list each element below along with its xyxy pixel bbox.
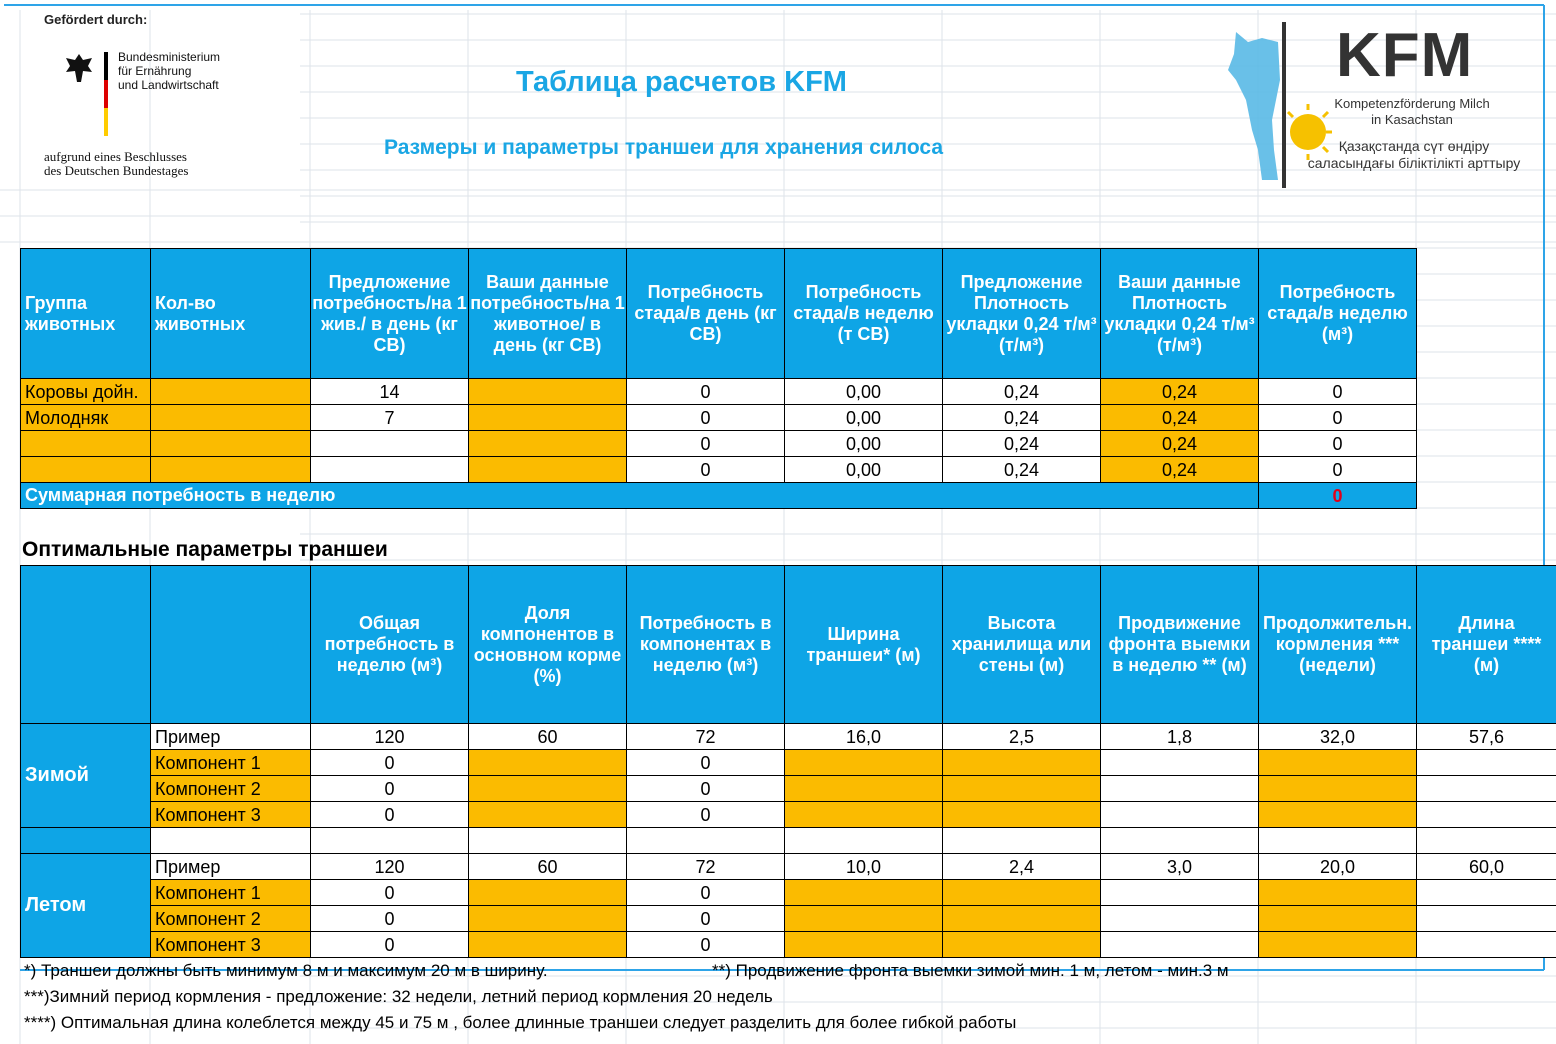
value-cell (1100, 905, 1259, 932)
input-cell[interactable]: 0,24 (1100, 378, 1259, 405)
value-cell: 60 (468, 723, 627, 750)
input-cell[interactable] (468, 430, 627, 457)
value-cell: 120 (310, 853, 469, 880)
table2-header: Общая потребность в неделю (м³) (310, 565, 469, 724)
value-cell: 0 (626, 404, 785, 431)
input-cell[interactable] (468, 775, 627, 802)
value-cell (1416, 749, 1556, 776)
input-cell[interactable] (784, 931, 943, 958)
input-cell[interactable]: 0,24 (1100, 430, 1259, 457)
weekly-total-value: 0 (1258, 482, 1417, 509)
input-cell[interactable] (468, 378, 627, 405)
animal-group-cell[interactable] (20, 430, 151, 457)
value-cell: 10,0 (784, 853, 943, 880)
empty-cell (150, 827, 311, 854)
value-cell (1416, 775, 1556, 802)
empty-cell (1258, 827, 1417, 854)
empty-cell (784, 827, 943, 854)
value-cell: 72 (626, 853, 785, 880)
season-separator (20, 827, 151, 854)
input-cell[interactable] (468, 879, 627, 906)
flag-bar (104, 52, 108, 136)
component-label: Пример (150, 723, 311, 750)
input-cell[interactable] (942, 775, 1101, 802)
page-title: Таблица расчетов KFM (516, 66, 847, 98)
animal-group-cell[interactable] (20, 456, 151, 483)
value-cell: 0,00 (784, 378, 943, 405)
value-cell: 0 (626, 905, 785, 932)
kfm-sub-de: Kompetenzförderung Milch in Kasachstan (1334, 96, 1490, 127)
value-cell: 0 (1258, 378, 1417, 405)
ministry-name: Bundesministerium für Ernährung und Landwirtschaft (118, 50, 221, 92)
table2-header: Доля компонентов в основном корме (%) (468, 565, 627, 724)
value-cell: 16,0 (784, 723, 943, 750)
input-cell[interactable] (1258, 905, 1417, 932)
input-cell[interactable] (1258, 775, 1417, 802)
input-cell[interactable] (150, 456, 311, 483)
value-cell: 2,5 (942, 723, 1101, 750)
component-label[interactable]: Компонент 2 (150, 775, 311, 802)
table1-header: Кол-во животных (150, 248, 311, 379)
input-cell[interactable] (468, 905, 627, 932)
value-cell (1416, 905, 1556, 932)
input-cell[interactable] (1258, 801, 1417, 828)
weekly-total-label: Суммарная потребность в неделю (20, 482, 1259, 509)
table2-header: Длина траншеи **** (м) (1416, 565, 1556, 724)
value-cell: 0,24 (942, 430, 1101, 457)
value-cell: 0,24 (942, 378, 1101, 405)
value-cell: 7 (310, 404, 469, 431)
value-cell: 0 (310, 905, 469, 932)
winter-season-label: Зимой (20, 723, 151, 828)
input-cell[interactable] (468, 931, 627, 958)
summer-season-label: Летом (20, 853, 151, 958)
input-cell[interactable] (1258, 749, 1417, 776)
table1-header: Предложение потребность/на 1 жив./ в день (кг СВ) (310, 248, 469, 379)
value-cell: 57,6 (1416, 723, 1556, 750)
kfm-sub-kz: Қазақстанда сүт өндіру саласындағы біліктілікті арттыру (1307, 138, 1521, 171)
value-cell: 20,0 (1258, 853, 1417, 880)
footnote-3: ***)Зимний период кормления - предложение: 32 недели, летний период кормления 20 недель (24, 987, 773, 1006)
value-cell: 0 (626, 801, 785, 828)
empty-cell (1416, 827, 1556, 854)
input-cell[interactable] (942, 801, 1101, 828)
value-cell: 2,4 (942, 853, 1101, 880)
value-cell: 0,24 (942, 456, 1101, 483)
value-cell: 0 (626, 879, 785, 906)
animal-group-cell[interactable]: Коровы дойн. (20, 378, 151, 405)
value-cell: 120 (310, 723, 469, 750)
input-cell[interactable] (468, 749, 627, 776)
empty-cell (468, 827, 627, 854)
footnote-4: ****) Оптимальная длина колеблется между 45 и 75 м , более длинные траншеи следует разделить для более гибкой работы (24, 1013, 1017, 1032)
value-cell (1100, 879, 1259, 906)
input-cell[interactable] (942, 931, 1101, 958)
value-cell (1100, 749, 1259, 776)
value-cell: 0 (626, 931, 785, 958)
value-cell: 0 (626, 430, 785, 457)
value-cell: 14 (310, 378, 469, 405)
table1-header: Группа животных (20, 248, 151, 379)
value-cell: 0 (626, 456, 785, 483)
component-label[interactable]: Компонент 3 (150, 931, 311, 958)
empty-cell (942, 827, 1101, 854)
table2-header: Потребность в компонентах в неделю (м³) (626, 565, 785, 724)
value-cell: 0 (310, 931, 469, 958)
input-cell[interactable] (942, 879, 1101, 906)
value-cell (1416, 801, 1556, 828)
component-label[interactable]: Компонент 2 (150, 905, 311, 932)
input-cell[interactable] (784, 905, 943, 932)
animal-group-cell[interactable]: Молодняк (20, 404, 151, 431)
value-cell: 0 (1258, 404, 1417, 431)
value-cell: 0,00 (784, 456, 943, 483)
footnote-2: **) Продвижение фронта выемки зимой мин. 1 м, летом - мин.3 м (712, 961, 1229, 980)
input-cell[interactable] (784, 749, 943, 776)
value-cell: 3,0 (1100, 853, 1259, 880)
input-cell[interactable] (784, 801, 943, 828)
kfm-logo (1222, 20, 1532, 190)
bundestag-decision: aufgrund eines Beschlusses des Deutschen Bundestages (44, 149, 189, 178)
input-cell[interactable] (150, 404, 311, 431)
input-cell[interactable] (942, 749, 1101, 776)
eagle-icon (64, 52, 94, 86)
empty-cell (310, 827, 469, 854)
input-cell[interactable] (468, 801, 627, 828)
value-cell: 1,8 (1100, 723, 1259, 750)
input-cell[interactable] (784, 879, 943, 906)
input-cell[interactable] (942, 905, 1101, 932)
value-cell (1416, 879, 1556, 906)
value-cell: 32,0 (1258, 723, 1417, 750)
input-cell[interactable] (784, 775, 943, 802)
input-cell[interactable] (1258, 931, 1417, 958)
table1-header: Потребность стада/в день (кг СВ) (626, 248, 785, 379)
value-cell (1416, 931, 1556, 958)
table1-header: Ваши данные потребность/на 1 животное/ в день (кг СВ) (468, 248, 627, 379)
section2-title: Оптимальные параметры траншеи (22, 538, 388, 561)
component-label[interactable]: Компонент 3 (150, 801, 311, 828)
value-cell: 0 (310, 879, 469, 906)
component-label[interactable]: Компонент 1 (150, 749, 311, 776)
empty-cell (1100, 827, 1259, 854)
value-cell: 0 (1258, 430, 1417, 457)
value-cell (310, 430, 469, 457)
value-cell: 0 (310, 775, 469, 802)
input-cell[interactable] (468, 404, 627, 431)
value-cell (1100, 775, 1259, 802)
funded-by-label: Gefördert durch: (44, 12, 148, 27)
value-cell (1100, 801, 1259, 828)
table2-header: Высота хранилища или стены (м) (942, 565, 1101, 724)
footnote-1: *) Траншеи должны быть минимум 8 м и максимум 20 м в ширину. (24, 961, 548, 980)
value-cell: 0,00 (784, 404, 943, 431)
table1-header: Потребность стада/в неделю (м³) (1258, 248, 1417, 379)
value-cell: 0,24 (942, 404, 1101, 431)
page-subtitle: Размеры и параметры траншеи для хранения силоса (384, 136, 944, 159)
value-cell: 72 (626, 723, 785, 750)
input-cell[interactable] (150, 378, 311, 405)
table2-header: Продолжительн. кормления *** (недели) (1258, 565, 1417, 724)
value-cell (310, 456, 469, 483)
input-cell[interactable]: 0,24 (1100, 456, 1259, 483)
value-cell: 0 (310, 749, 469, 776)
value-cell: 60,0 (1416, 853, 1556, 880)
value-cell: 60 (468, 853, 627, 880)
kfm-logo-text: KFM (1336, 21, 1474, 90)
input-cell[interactable] (468, 456, 627, 483)
input-cell[interactable] (150, 430, 311, 457)
value-cell (1100, 931, 1259, 958)
value-cell: 0 (310, 801, 469, 828)
value-cell: 0 (626, 775, 785, 802)
value-cell: 0 (626, 378, 785, 405)
table1-header: Предложение Плотность укладки 0,24 т/м³ (т/м³) (942, 248, 1101, 379)
table2-header (150, 565, 311, 724)
table2-header: Продвижение фронта выемки в неделю ** (м) (1100, 565, 1259, 724)
empty-cell (626, 827, 785, 854)
input-cell[interactable] (1258, 879, 1417, 906)
input-cell[interactable]: 0,24 (1100, 404, 1259, 431)
value-cell: 0,00 (784, 430, 943, 457)
table1-header: Потребность стада/в неделю (т СВ) (784, 248, 943, 379)
component-label[interactable]: Компонент 1 (150, 879, 311, 906)
value-cell: 0 (1258, 456, 1417, 483)
table2-header: Ширина траншеи* (м) (784, 565, 943, 724)
table1-header: Ваши данные Плотность укладки 0,24 т/м³ (т/м³) (1100, 248, 1259, 379)
table2-header (20, 565, 151, 724)
value-cell: 0 (626, 749, 785, 776)
funded-by-block (44, 12, 284, 182)
component-label: Пример (150, 853, 311, 880)
